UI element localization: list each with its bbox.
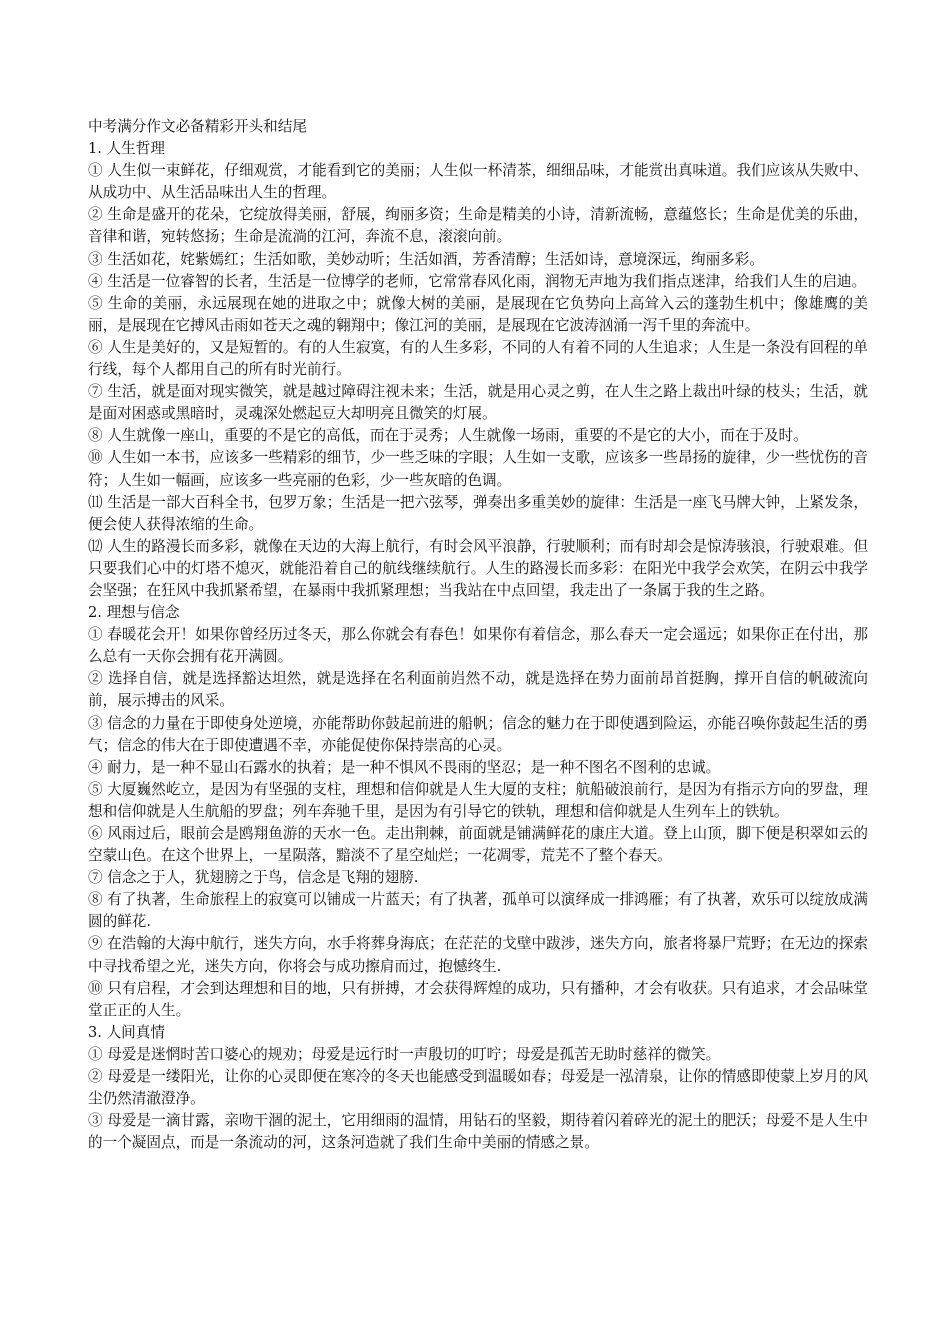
paragraph: ⑨ 在浩翰的大海中航行，迷失方向，水手将葬身海底；在茫茫的戈壁中跋涉，迷失方向，旅者将暴尸荒野；在无边的探索中寻找希望之光，迷失方向，你将会与成功擦肩而过，抱憾终生. — [88, 935, 868, 975]
paragraph: ④ 耐力，是一种不显山石露水的执着；是一种不惧风不畏雨的坚忍；是一种不图名不图利的忠诚。 — [88, 758, 721, 776]
section-heading: 3. 人间真情 — [88, 1023, 165, 1041]
paragraph: ⑤ 大厦巍然屹立，是因为有坚强的支柱，理想和信仰就是人生大厦的支柱；航船破浪前行，是因为有指示方向的罗盘，理想和信仰就是人生航船的罗盘；列车奔驰千里，是因为有引导它的铁轨，理想和信仰就是人生列车上的铁轨。 — [88, 780, 868, 820]
paragraph: ⑧ 有了执著，生命旅程上的寂寞可以铺成一片蓝天；有了执著，孤单可以演绎成一排鸿雁；有了执著，欢乐可以绽放成满圆的鲜花. — [88, 891, 868, 931]
document-title: 中考满分作文必备精彩开头和结尾 — [88, 118, 307, 135]
paragraph: ⑧ 人生就像一座山，重要的不是它的高低，而在于灵秀；人生就像一场雨，重要的不是它的大小，而在于及时。 — [88, 427, 808, 445]
section-heading: 1. 人生哲理 — [88, 140, 165, 158]
paragraph: ⑥ 人生是美好的，又是短暂的。有的人生寂寞，有的人生多彩，不同的人有着不同的人生追求；人生是一条没有回程的单行线，每个人都用自己的所有时光前行。 — [88, 338, 868, 379]
paragraph: ⑦ 信念之于人，犹翅膀之于鸟，信念是飞翔的翅膀. — [88, 869, 419, 887]
paragraph: ② 生命是盛开的花朵，它绽放得美丽，舒展，绚丽多资；生命是精美的小诗，清新流畅，意蕴悠长；生命是优美的乐曲，音律和谐，宛转悠扬；生命是流淌的江河，奔流不息，滚滚向前。 — [88, 206, 868, 246]
paragraph: ③ 母爱是一滴甘露，亲吻干涸的泥土，它用细雨的温情，用钻石的坚毅，期待着闪着碎光的泥土的肥沃；母爱不是人生中的一个凝固点，而是一条流动的河，这条河造就了我们生命中美丽的情感之景。 — [88, 1112, 868, 1152]
paragraph: ⑩ 人生如一本书，应该多一些精彩的细节，少一些乏味的字眼；人生如一支歌，应该多一些昂扬的旋律，少一些忧伤的音符；人生如一幅画，应该多一些亮丽的色彩，少一些灰暗的色调。 — [88, 449, 868, 489]
document-body — [88, 116, 868, 1154]
paragraph: ⑥ 风雨过后，眼前会是鸥翔鱼游的天水一色。走出荆棘，前面就是铺满鲜花的康庄大道。登上山顶，脚下便是积翠如云的空蒙山色。在这个世界上，一星陨落，黯淡不了星空灿烂；一花凋零，荒芜不了整个春天。 — [88, 825, 868, 865]
paragraph: ① 人生似一束鲜花，仔细观赏，才能看到它的美丽；人生似一杯清茶，细细品味，才能赏出真味道。我们应该从失败中、从成功中、从生活品味出人生的哲理。 — [88, 162, 868, 202]
paragraph: ① 春暖花会开！如果你曾经历过冬天，那么你就会有春色！如果你有着信念，那么春天一定会遥远；如果你正在付出，那么总有一天你会拥有花开满圆。 — [88, 626, 868, 666]
paragraph: ⑦ 生活，就是面对现实微笑，就是越过障碍注视未来；生活，就是用心灵之剪，在人生之路上裁出叶绿的枝头；生活，就是面对困惑或黑暗时，灵魂深处燃起豆大却明亮且微笑的灯展。 — [88, 383, 868, 423]
paragraph: ⑤ 生命的美丽，永远展现在她的进取之中；就像大树的美丽，是展现在它负势向上高耸入云的蓬勃生机中；像雄鹰的美丽，是展现在它搏风击雨如苍天之魂的翱翔中；像江河的美丽，是展现在它波涛汹涌一泻千里的奔流中。 — [88, 294, 868, 334]
paragraph: ⑩ 只有启程，才会到达理想和目的地，只有拼搏，才会获得辉煌的成功，只有播种，才会有收获。只有追求，才会品味堂堂正正的人生。 — [88, 979, 868, 1019]
paragraph: ⑿ 人生的路漫长而多彩，就像在天边的大海上航行，有时会风平浪静，行驶顺利；而有时却会是惊涛骇浪，行驶艰难。但只要我们心中的灯塔不熄灭，就能沿着自己的航线继续航行。人生的路漫长而多彩：在阳光中我学会欢笑，在阴云中我学会坚强；在狂风中我抓紧希望，在暴雨中我抓紧理想；当我站在中点回望，我走出了一条属于我的生之路。 — [88, 537, 868, 599]
paragraph: ③ 信念的力量在于即使身处逆境，亦能帮助你鼓起前进的船帆；信念的魅力在于即使遇到险运，亦能召唤你鼓起生活的勇气；信念的伟大在于即使遭遇不幸，亦能促使你保持崇高的心灵。 — [88, 714, 868, 754]
paragraph: ② 母爱是一缕阳光，让你的心灵即便在寒冷的冬天也能感受到温暖如春；母爱是一泓清泉，让你的情感即使蒙上岁月的风尘仍然清澈澄净。 — [88, 1068, 868, 1108]
section-heading: 2. 理想与信念 — [88, 604, 180, 622]
paragraph: ② 选择自信，就是选择豁达坦然，就是选择在名利面前岿然不动，就是选择在势力面前昂首挺胸，撑开自信的帆破流向前，展示搏击的风采。 — [88, 670, 868, 710]
paragraph: ④ 生活是一位睿智的长者，生活是一位博学的老师，它常常春风化雨，润物无声地为我们指点迷津，给我们人生的启迪。 — [88, 272, 867, 290]
paragraph: ① 母爱是迷惘时苦口婆心的规劝；母爱是远行时一声殷切的叮咛；母爱是孤苦无助时慈祥的微笑。 — [88, 1045, 721, 1063]
paragraph: ③ 生活如花，姹紫嫣红；生活如歌，美妙动听；生活如酒，芳香清醇；生活如诗，意境深远，绚丽多彩。 — [88, 250, 764, 268]
paragraph: ⑾ 生活是一部大百科全书，包罗万象；生活是一把六弦琴，弹奏出多重美妙的旋律：生活是一座飞马牌大钟，上紧发条，便会使人获得浓缩的生命。 — [88, 493, 868, 533]
